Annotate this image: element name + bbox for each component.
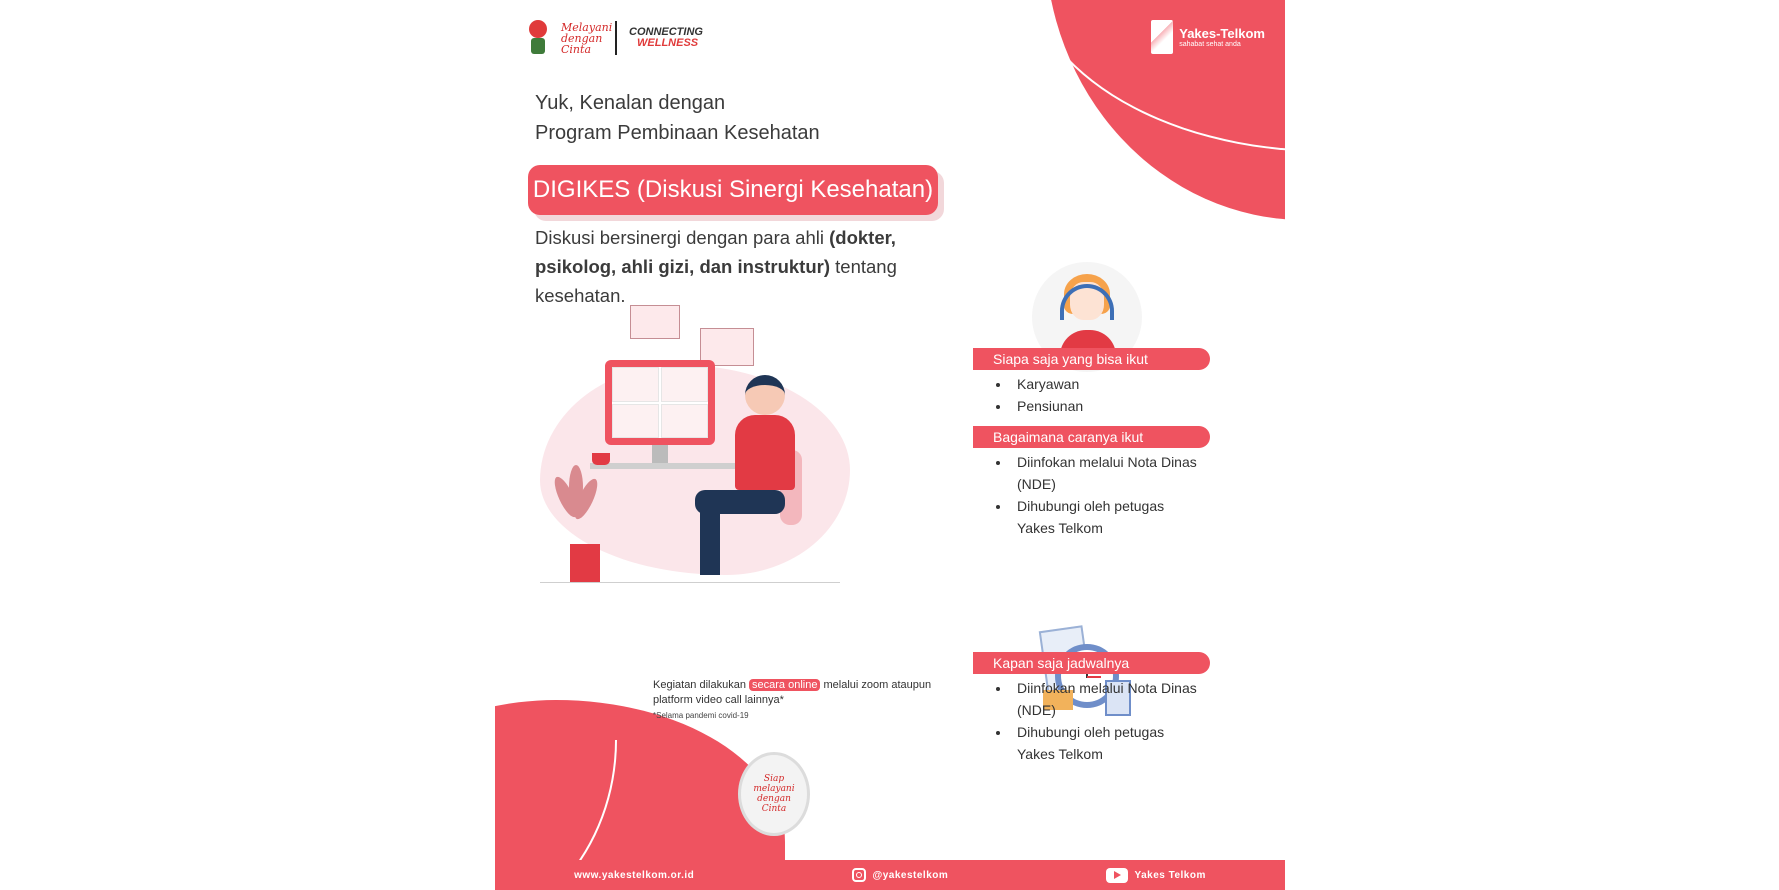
yakes-telkom-name: Yakes-Telkom xyxy=(1179,26,1265,41)
headline xyxy=(535,88,820,148)
list-item: • Karyawan xyxy=(1011,373,1203,395)
footer xyxy=(495,860,1285,890)
list-item: • Dihubungi oleh petugas Yakes Telkom xyxy=(1011,495,1203,539)
headline-line-1: Yuk, Kenalan dengan xyxy=(535,92,726,114)
yakes-telkom-logo xyxy=(1151,20,1265,54)
melayani-logo-text: Melayani dengan Cinta xyxy=(561,20,613,56)
instagram-icon xyxy=(852,868,866,882)
section-who xyxy=(983,348,1203,417)
activity-note: Kegiatan dilakukan secara online melalui zoom ataupun platform video call lainnya* *Selama pandemi covid-19 xyxy=(653,678,933,723)
section-title: Kapan saja jadwalnya xyxy=(973,652,1210,674)
melayani-connecting-wellness-logo xyxy=(525,20,703,56)
footer-website: www.yakestelkom.or.id xyxy=(574,869,695,881)
connecting-wellness-logo: CONNECTING WELLNESS xyxy=(629,26,703,49)
logo-divider xyxy=(615,21,617,55)
list-item: • Diinfokan melalui Nota Dinas (NDE) xyxy=(1011,677,1203,721)
experts-list: (dokter, psikolog, ahli gizi, dan instruktur) xyxy=(535,227,896,277)
list-item: • Dihubungi oleh petugas Yakes Telkom xyxy=(1011,721,1203,765)
person-head xyxy=(745,375,785,415)
youtube-icon xyxy=(1106,868,1128,883)
melayani-logo-icon xyxy=(525,20,553,56)
section-title: Bagaimana caranya ikut xyxy=(973,426,1210,448)
chat-bubble-icon xyxy=(630,305,680,339)
online-highlight: secara online xyxy=(749,679,820,691)
plant-icon xyxy=(555,465,595,555)
section-how xyxy=(983,426,1203,539)
section-title: Siapa saja yang bisa ikut xyxy=(973,348,1210,370)
footer-instagram: @yakestelkom xyxy=(852,868,948,882)
poster xyxy=(495,0,1285,890)
video-call-illustration xyxy=(540,330,860,600)
headline-line-2: Program Pembinaan Kesehatan xyxy=(535,122,820,144)
program-description: Diskusi bersinergi dengan para ahli (dokter, psikolog, ahli gizi, dan instruktur) tentang kesehatan. xyxy=(535,227,897,306)
coffee-cup-icon xyxy=(592,453,610,465)
yakes-telkom-tagline: sahabat sehat anda xyxy=(1179,41,1241,48)
pandemic-footnote: *Selama pandemi covid-19 xyxy=(653,711,749,720)
plant-pot xyxy=(570,544,600,582)
program-title-pill: DIGIKES (Diskusi Sinergi Kesehatan) xyxy=(528,165,938,215)
section-when xyxy=(983,652,1203,765)
list-item: • Diinfokan melalui Nota Dinas (NDE) xyxy=(1011,451,1203,495)
footer-youtube: Yakes Telkom xyxy=(1106,868,1205,883)
list-item: • Pensiunan xyxy=(1011,395,1203,417)
person-torso xyxy=(735,415,795,490)
melayani-badge: Siap melayani dengan Cinta xyxy=(738,752,810,836)
video-call-screen xyxy=(612,367,708,438)
yakes-telkom-icon xyxy=(1151,20,1173,54)
